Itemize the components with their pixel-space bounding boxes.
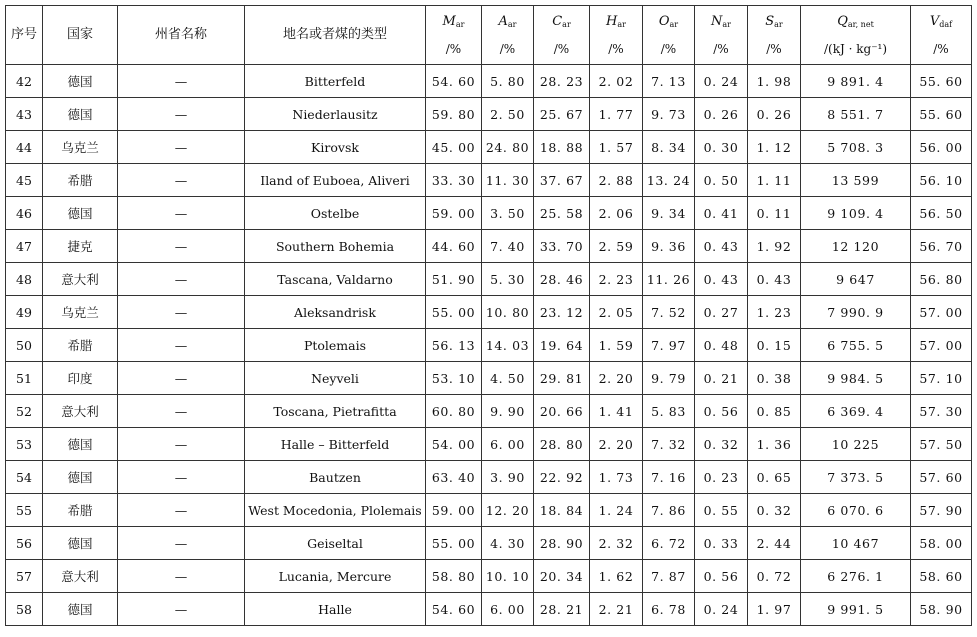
cell-hydrogen: 2. 59 <box>590 230 643 263</box>
table-row <box>6 494 972 527</box>
cell-hydrogen: 2. 02 <box>590 65 643 98</box>
cell-nitrogen: 0. 43 <box>695 230 748 263</box>
cell-province: — <box>118 461 245 494</box>
cell-hydrogen: 1. 73 <box>590 461 643 494</box>
cell-volatile: 57. 00 <box>911 296 972 329</box>
cell-nitrogen: 0. 48 <box>695 329 748 362</box>
cell-moisture: 33. 30 <box>426 164 482 197</box>
cell-no: 49 <box>6 296 43 329</box>
cell-moisture: 53. 10 <box>426 362 482 395</box>
cell-heating-value: 9 647 <box>801 263 911 296</box>
cell-ash: 4. 50 <box>482 362 534 395</box>
cell-heating-value: 9 984. 5 <box>801 362 911 395</box>
cell-heating-value: 10 467 <box>801 527 911 560</box>
cell-place: Geiseltal <box>245 527 426 560</box>
cell-place: Kirovsk <box>245 131 426 164</box>
table-row <box>6 164 972 197</box>
cell-no: 43 <box>6 98 43 131</box>
cell-province: — <box>118 131 245 164</box>
cell-no: 46 <box>6 197 43 230</box>
cell-volatile: 56. 50 <box>911 197 972 230</box>
cell-volatile: 56. 70 <box>911 230 972 263</box>
cell-nitrogen: 0. 32 <box>695 428 748 461</box>
cell-oxygen: 7. 13 <box>643 65 695 98</box>
cell-nitrogen: 0. 56 <box>695 560 748 593</box>
cell-province: — <box>118 395 245 428</box>
cell-country: 乌克兰 <box>43 296 118 329</box>
table-row <box>6 230 972 263</box>
cell-heating-value: 9 109. 4 <box>801 197 911 230</box>
cell-country: 德国 <box>43 197 118 230</box>
cell-ash: 7. 40 <box>482 230 534 263</box>
cell-sulfur: 0. 38 <box>748 362 801 395</box>
cell-country: 意大利 <box>43 560 118 593</box>
cell-volatile: 57. 10 <box>911 362 972 395</box>
cell-heating-value: 9 991. 5 <box>801 593 911 626</box>
cell-heating-value: 13 599 <box>801 164 911 197</box>
cell-heating-value: 6 755. 5 <box>801 329 911 362</box>
cell-ash: 10. 80 <box>482 296 534 329</box>
table-row <box>6 395 972 428</box>
cell-nitrogen: 0. 24 <box>695 593 748 626</box>
cell-ash: 10. 10 <box>482 560 534 593</box>
cell-volatile: 57. 60 <box>911 461 972 494</box>
cell-country: 德国 <box>43 428 118 461</box>
cell-carbon: 28. 21 <box>534 593 590 626</box>
header-volatile: $V_{daf}$ /% <box>911 6 972 65</box>
cell-ash: 12. 20 <box>482 494 534 527</box>
cell-moisture: 56. 13 <box>426 329 482 362</box>
cell-place: Neyveli <box>245 362 426 395</box>
cell-nitrogen: 0. 24 <box>695 65 748 98</box>
cell-oxygen: 9. 79 <box>643 362 695 395</box>
cell-sulfur: 0. 85 <box>748 395 801 428</box>
cell-province: — <box>118 560 245 593</box>
table-row <box>6 362 972 395</box>
cell-province: — <box>118 197 245 230</box>
cell-volatile: 56. 00 <box>911 131 972 164</box>
cell-sulfur: 1. 12 <box>748 131 801 164</box>
cell-moisture: 54. 60 <box>426 593 482 626</box>
table-row <box>6 197 972 230</box>
cell-sulfur: 1. 92 <box>748 230 801 263</box>
cell-sulfur: 0. 15 <box>748 329 801 362</box>
cell-oxygen: 7. 16 <box>643 461 695 494</box>
cell-ash: 3. 50 <box>482 197 534 230</box>
header-ash: $A_{ar}$ /% <box>482 6 534 65</box>
cell-hydrogen: 2. 06 <box>590 197 643 230</box>
cell-sulfur: 1. 98 <box>748 65 801 98</box>
cell-province: — <box>118 593 245 626</box>
table-row <box>6 296 972 329</box>
cell-carbon: 28. 90 <box>534 527 590 560</box>
cell-carbon: 37. 67 <box>534 164 590 197</box>
cell-ash: 5. 30 <box>482 263 534 296</box>
cell-oxygen: 7. 52 <box>643 296 695 329</box>
header-heating-value: $Q_{ar, net}$ /(kJ · kg⁻¹) <box>801 6 911 65</box>
header-country: 国家 <box>43 6 118 65</box>
cell-place: Ptolemais <box>245 329 426 362</box>
cell-hydrogen: 1. 77 <box>590 98 643 131</box>
cell-hydrogen: 2. 32 <box>590 527 643 560</box>
cell-nitrogen: 0. 55 <box>695 494 748 527</box>
cell-volatile: 58. 00 <box>911 527 972 560</box>
cell-ash: 2. 50 <box>482 98 534 131</box>
cell-moisture: 54. 60 <box>426 65 482 98</box>
cell-sulfur: 2. 44 <box>748 527 801 560</box>
cell-oxygen: 6. 72 <box>643 527 695 560</box>
cell-ash: 24. 80 <box>482 131 534 164</box>
cell-no: 50 <box>6 329 43 362</box>
cell-moisture: 59. 00 <box>426 494 482 527</box>
cell-moisture: 59. 80 <box>426 98 482 131</box>
cell-place: Halle – Bitterfeld <box>245 428 426 461</box>
header-carbon: $C_{ar}$ /% <box>534 6 590 65</box>
cell-moisture: 55. 00 <box>426 296 482 329</box>
cell-carbon: 28. 46 <box>534 263 590 296</box>
cell-volatile: 57. 50 <box>911 428 972 461</box>
cell-hydrogen: 2. 20 <box>590 428 643 461</box>
cell-nitrogen: 0. 50 <box>695 164 748 197</box>
cell-volatile: 57. 00 <box>911 329 972 362</box>
cell-no: 52 <box>6 395 43 428</box>
cell-nitrogen: 0. 30 <box>695 131 748 164</box>
cell-place: Halle <box>245 593 426 626</box>
cell-carbon: 22. 92 <box>534 461 590 494</box>
cell-place: West Mocedonia, Plolemais <box>245 494 426 527</box>
cell-moisture: 63. 40 <box>426 461 482 494</box>
cell-sulfur: 1. 36 <box>748 428 801 461</box>
cell-place: Iland of Euboea, Aliveri <box>245 164 426 197</box>
cell-no: 47 <box>6 230 43 263</box>
table-row <box>6 461 972 494</box>
cell-nitrogen: 0. 56 <box>695 395 748 428</box>
cell-sulfur: 1. 11 <box>748 164 801 197</box>
cell-carbon: 28. 80 <box>534 428 590 461</box>
cell-hydrogen: 1. 57 <box>590 131 643 164</box>
cell-province: — <box>118 230 245 263</box>
cell-country: 希腊 <box>43 494 118 527</box>
cell-ash: 3. 90 <box>482 461 534 494</box>
cell-no: 44 <box>6 131 43 164</box>
header-nitrogen: $N_{ar}$ /% <box>695 6 748 65</box>
cell-place: Lucania, Mercure <box>245 560 426 593</box>
cell-place: Niederlausitz <box>245 98 426 131</box>
cell-hydrogen: 1. 59 <box>590 329 643 362</box>
cell-no: 54 <box>6 461 43 494</box>
cell-carbon: 23. 12 <box>534 296 590 329</box>
header-moisture: $M_{ar}$ /% <box>426 6 482 65</box>
cell-country: 德国 <box>43 461 118 494</box>
cell-ash: 6. 00 <box>482 593 534 626</box>
cell-heating-value: 12 120 <box>801 230 911 263</box>
cell-no: 48 <box>6 263 43 296</box>
cell-heating-value: 7 373. 5 <box>801 461 911 494</box>
cell-no: 55 <box>6 494 43 527</box>
cell-province: — <box>118 428 245 461</box>
cell-volatile: 58. 90 <box>911 593 972 626</box>
cell-place: Aleksandrisk <box>245 296 426 329</box>
cell-province: — <box>118 362 245 395</box>
cell-moisture: 51. 90 <box>426 263 482 296</box>
cell-province: — <box>118 329 245 362</box>
cell-heating-value: 6 276. 1 <box>801 560 911 593</box>
cell-sulfur: 0. 32 <box>748 494 801 527</box>
cell-carbon: 29. 81 <box>534 362 590 395</box>
cell-province: — <box>118 494 245 527</box>
cell-hydrogen: 1. 62 <box>590 560 643 593</box>
cell-moisture: 45. 00 <box>426 131 482 164</box>
cell-country: 捷克 <box>43 230 118 263</box>
cell-nitrogen: 0. 41 <box>695 197 748 230</box>
cell-place: Toscana, Pietrafitta <box>245 395 426 428</box>
cell-carbon: 25. 67 <box>534 98 590 131</box>
cell-carbon: 20. 34 <box>534 560 590 593</box>
cell-oxygen: 7. 86 <box>643 494 695 527</box>
cell-nitrogen: 0. 27 <box>695 296 748 329</box>
cell-moisture: 55. 00 <box>426 527 482 560</box>
coal-properties-table <box>5 5 972 626</box>
cell-country: 意大利 <box>43 395 118 428</box>
cell-volatile: 57. 90 <box>911 494 972 527</box>
cell-sulfur: 1. 23 <box>748 296 801 329</box>
cell-heating-value: 6 369. 4 <box>801 395 911 428</box>
cell-country: 德国 <box>43 98 118 131</box>
table-row <box>6 98 972 131</box>
cell-no: 53 <box>6 428 43 461</box>
cell-oxygen: 6. 78 <box>643 593 695 626</box>
cell-heating-value: 5 708. 3 <box>801 131 911 164</box>
cell-hydrogen: 2. 21 <box>590 593 643 626</box>
cell-ash: 9. 90 <box>482 395 534 428</box>
cell-province: — <box>118 296 245 329</box>
cell-no: 56 <box>6 527 43 560</box>
cell-hydrogen: 2. 23 <box>590 263 643 296</box>
cell-sulfur: 0. 65 <box>748 461 801 494</box>
cell-province: — <box>118 98 245 131</box>
cell-country: 意大利 <box>43 263 118 296</box>
table-row <box>6 527 972 560</box>
cell-oxygen: 9. 36 <box>643 230 695 263</box>
cell-ash: 6. 00 <box>482 428 534 461</box>
cell-no: 57 <box>6 560 43 593</box>
cell-sulfur: 0. 72 <box>748 560 801 593</box>
cell-sulfur: 1. 97 <box>748 593 801 626</box>
cell-ash: 5. 80 <box>482 65 534 98</box>
cell-oxygen: 5. 83 <box>643 395 695 428</box>
cell-country: 德国 <box>43 65 118 98</box>
cell-carbon: 28. 23 <box>534 65 590 98</box>
cell-moisture: 54. 00 <box>426 428 482 461</box>
cell-place: Southern Bohemia <box>245 230 426 263</box>
cell-nitrogen: 0. 26 <box>695 98 748 131</box>
cell-no: 51 <box>6 362 43 395</box>
cell-nitrogen: 0. 23 <box>695 461 748 494</box>
cell-country: 德国 <box>43 527 118 560</box>
cell-moisture: 44. 60 <box>426 230 482 263</box>
table-body <box>6 65 972 626</box>
cell-nitrogen: 0. 33 <box>695 527 748 560</box>
header-oxygen: $O_{ar}$ /% <box>643 6 695 65</box>
table-row <box>6 560 972 593</box>
cell-volatile: 56. 10 <box>911 164 972 197</box>
table-row <box>6 329 972 362</box>
table-row <box>6 65 972 98</box>
cell-province: — <box>118 263 245 296</box>
cell-hydrogen: 2. 88 <box>590 164 643 197</box>
cell-carbon: 33. 70 <box>534 230 590 263</box>
cell-country: 德国 <box>43 593 118 626</box>
cell-province: — <box>118 164 245 197</box>
table-row <box>6 263 972 296</box>
header-no: 序号 <box>6 6 43 65</box>
cell-oxygen: 11. 26 <box>643 263 695 296</box>
cell-no: 45 <box>6 164 43 197</box>
cell-carbon: 18. 84 <box>534 494 590 527</box>
cell-moisture: 60. 80 <box>426 395 482 428</box>
cell-oxygen: 9. 34 <box>643 197 695 230</box>
cell-hydrogen: 1. 41 <box>590 395 643 428</box>
table-row <box>6 131 972 164</box>
cell-heating-value: 8 551. 7 <box>801 98 911 131</box>
cell-moisture: 58. 80 <box>426 560 482 593</box>
cell-no: 58 <box>6 593 43 626</box>
cell-oxygen: 7. 97 <box>643 329 695 362</box>
cell-heating-value: 7 990. 9 <box>801 296 911 329</box>
cell-hydrogen: 2. 20 <box>590 362 643 395</box>
cell-carbon: 19. 64 <box>534 329 590 362</box>
cell-moisture: 59. 00 <box>426 197 482 230</box>
cell-country: 印度 <box>43 362 118 395</box>
cell-hydrogen: 2. 05 <box>590 296 643 329</box>
cell-oxygen: 8. 34 <box>643 131 695 164</box>
cell-no: 42 <box>6 65 43 98</box>
cell-hydrogen: 1. 24 <box>590 494 643 527</box>
cell-place: Tascana, Valdarno <box>245 263 426 296</box>
cell-oxygen: 7. 32 <box>643 428 695 461</box>
cell-country: 希腊 <box>43 164 118 197</box>
cell-sulfur: 0. 11 <box>748 197 801 230</box>
header-row <box>6 6 972 65</box>
table-row <box>6 593 972 626</box>
cell-ash: 11. 30 <box>482 164 534 197</box>
cell-place: Bitterfeld <box>245 65 426 98</box>
cell-heating-value: 6 070. 6 <box>801 494 911 527</box>
table-row <box>6 428 972 461</box>
cell-oxygen: 9. 73 <box>643 98 695 131</box>
cell-province: — <box>118 527 245 560</box>
cell-oxygen: 13. 24 <box>643 164 695 197</box>
cell-heating-value: 10 225 <box>801 428 911 461</box>
cell-ash: 4. 30 <box>482 527 534 560</box>
cell-volatile: 57. 30 <box>911 395 972 428</box>
cell-place: Bautzen <box>245 461 426 494</box>
cell-ash: 14. 03 <box>482 329 534 362</box>
cell-nitrogen: 0. 43 <box>695 263 748 296</box>
cell-country: 希腊 <box>43 329 118 362</box>
cell-volatile: 58. 60 <box>911 560 972 593</box>
cell-volatile: 55. 60 <box>911 65 972 98</box>
header-place: 地名或者煤的类型 <box>245 6 426 65</box>
header-sulfur: $S_{ar}$ /% <box>748 6 801 65</box>
cell-nitrogen: 0. 21 <box>695 362 748 395</box>
cell-sulfur: 0. 26 <box>748 98 801 131</box>
cell-carbon: 25. 58 <box>534 197 590 230</box>
cell-volatile: 56. 80 <box>911 263 972 296</box>
cell-country: 乌克兰 <box>43 131 118 164</box>
cell-sulfur: 0. 43 <box>748 263 801 296</box>
cell-carbon: 20. 66 <box>534 395 590 428</box>
cell-carbon: 18. 88 <box>534 131 590 164</box>
cell-heating-value: 9 891. 4 <box>801 65 911 98</box>
cell-oxygen: 7. 87 <box>643 560 695 593</box>
cell-place: Ostelbe <box>245 197 426 230</box>
header-province: 州省名称 <box>118 6 245 65</box>
header-hydrogen: $H_{ar}$ /% <box>590 6 643 65</box>
cell-volatile: 55. 60 <box>911 98 972 131</box>
cell-province: — <box>118 65 245 98</box>
